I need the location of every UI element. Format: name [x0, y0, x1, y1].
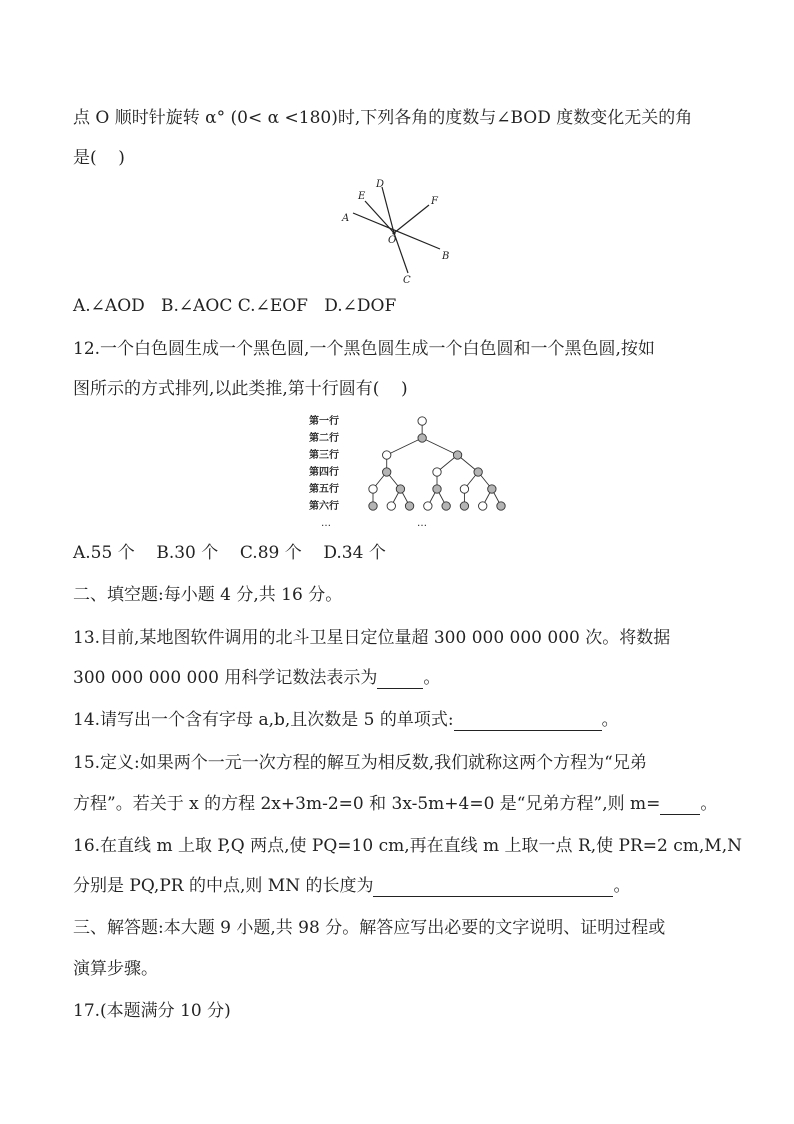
q12-option-a: A.55 个 — [73, 543, 135, 563]
label-o: O — [388, 235, 397, 246]
q12-line-2: 图所示的方式排列,以此类推,第十行圆有( ) — [73, 379, 408, 399]
black-circle — [383, 468, 391, 476]
q15-answer-blank[interactable] — [660, 796, 700, 815]
row-label-1: 第一行 — [309, 416, 339, 427]
black-circle — [497, 502, 505, 510]
q16-line-1: 16.在直线 m 上取 P,Q 两点,使 PQ=10 cm,再在直线 m 上取一点 R,使 PR=2 cm,M,N — [73, 836, 742, 856]
white-circle — [460, 485, 468, 493]
q11-options — [73, 295, 396, 317]
label-e: E — [358, 191, 366, 202]
q16-text: 分别是 PQ,PR 的中点,则 MN 的长度为 — [73, 876, 374, 896]
label-c: C — [403, 275, 411, 286]
q11-option-a: A.∠AOD — [73, 296, 145, 316]
row-label-6: 第六行 — [309, 501, 339, 512]
white-circle — [387, 502, 395, 510]
black-circle — [488, 485, 496, 493]
row-label-4: 第四行 — [309, 467, 339, 478]
section-3-heading-line-1: 三、解答题:本大题 9 小题,共 98 分。解答应写出必要的文字说明、证明过程或 — [73, 918, 666, 938]
q16-line-2 — [73, 875, 630, 897]
q11-angle-figure — [335, 177, 465, 286]
q13-line-1: 13.目前,某地图软件调用的北斗卫星日定位量超 300 000 000 000 次。将数据 — [73, 628, 671, 648]
q11-option-b: B.∠AOC — [161, 296, 233, 316]
white-circle — [369, 485, 377, 493]
white-circle — [433, 468, 441, 476]
white-circle — [418, 417, 426, 425]
q11-option-d: D.∠DOF — [324, 296, 397, 316]
q11-line-1: 点 O 顺时针旋转 α° (0< α <180)时,下列各角的度数与∠BOD 度数变化无关的角 — [73, 108, 693, 128]
q14-text: 14.请写出一个含有字母 a,b,且次数是 5 的单项式: — [73, 710, 454, 730]
q13-period: 。 — [423, 668, 441, 688]
q12-option-b: B.30 个 — [156, 543, 219, 563]
q11-option-c: C.∠EOF — [237, 296, 308, 316]
section-2-heading: 二、填空题:每小题 4 分,共 16 分。 — [73, 585, 343, 605]
q13-answer-blank[interactable] — [377, 670, 423, 689]
q14-answer-blank[interactable] — [454, 712, 602, 731]
q15-text: 方程”。若关于 x 的方程 2x+3m-2=0 和 3x-5m+4=0 是“兄弟方程”,则 m= — [73, 794, 661, 814]
q12-line-1: 12.一个白色圆生成一个黑色圆,一个黑色圆生成一个白色圆和一个黑色圆,按如 — [73, 339, 655, 359]
white-circle — [383, 451, 391, 459]
row-ellipsis-left: … — [321, 518, 331, 529]
black-circle — [474, 468, 482, 476]
q12-option-c: C.89 个 — [239, 543, 302, 563]
white-circle — [479, 502, 487, 510]
q15-line-1: 15.定义:如果两个一元一次方程的解互为相反数,我们就称这两个方程为“兄弟 — [73, 753, 647, 773]
label-b: B — [442, 251, 450, 262]
q13-text: 300 000 000 000 用科学记数法表示为 — [73, 668, 378, 688]
row-label-2: 第二行 — [309, 433, 339, 444]
row-label-3: 第三行 — [309, 450, 339, 461]
row-label-5: 第五行 — [309, 484, 339, 495]
q14-period: 。 — [601, 710, 619, 730]
black-circle — [433, 485, 441, 493]
black-circle — [453, 451, 461, 459]
white-circle — [424, 502, 432, 510]
q16-period: 。 — [613, 876, 631, 896]
tree-edge — [387, 438, 422, 455]
black-circle — [442, 502, 450, 510]
q15-line-2 — [73, 793, 717, 815]
black-circle — [369, 502, 377, 510]
section-3-heading-line-2: 演算步骤。 — [73, 959, 158, 979]
q12-circle-tree-figure — [305, 412, 505, 532]
q14-line — [73, 709, 619, 731]
black-circle — [396, 485, 404, 493]
q13-line-2 — [73, 667, 440, 689]
black-circle — [418, 434, 426, 442]
black-circle — [460, 502, 468, 510]
q16-answer-blank[interactable] — [373, 878, 613, 897]
label-a: A — [342, 213, 350, 224]
black-circle — [405, 502, 413, 510]
q17-heading: 17.(本题满分 10 分) — [73, 1001, 231, 1021]
q12-options — [73, 542, 386, 564]
tree-edge — [422, 438, 457, 455]
ray-of — [394, 205, 429, 233]
label-f: F — [431, 196, 438, 207]
label-d: D — [376, 179, 385, 190]
q12-option-d: D.34 个 — [323, 543, 386, 563]
row-ellipsis-right: … — [417, 518, 427, 529]
q15-period: 。 — [700, 794, 718, 814]
q11-line-2: 是( ) — [73, 148, 125, 168]
